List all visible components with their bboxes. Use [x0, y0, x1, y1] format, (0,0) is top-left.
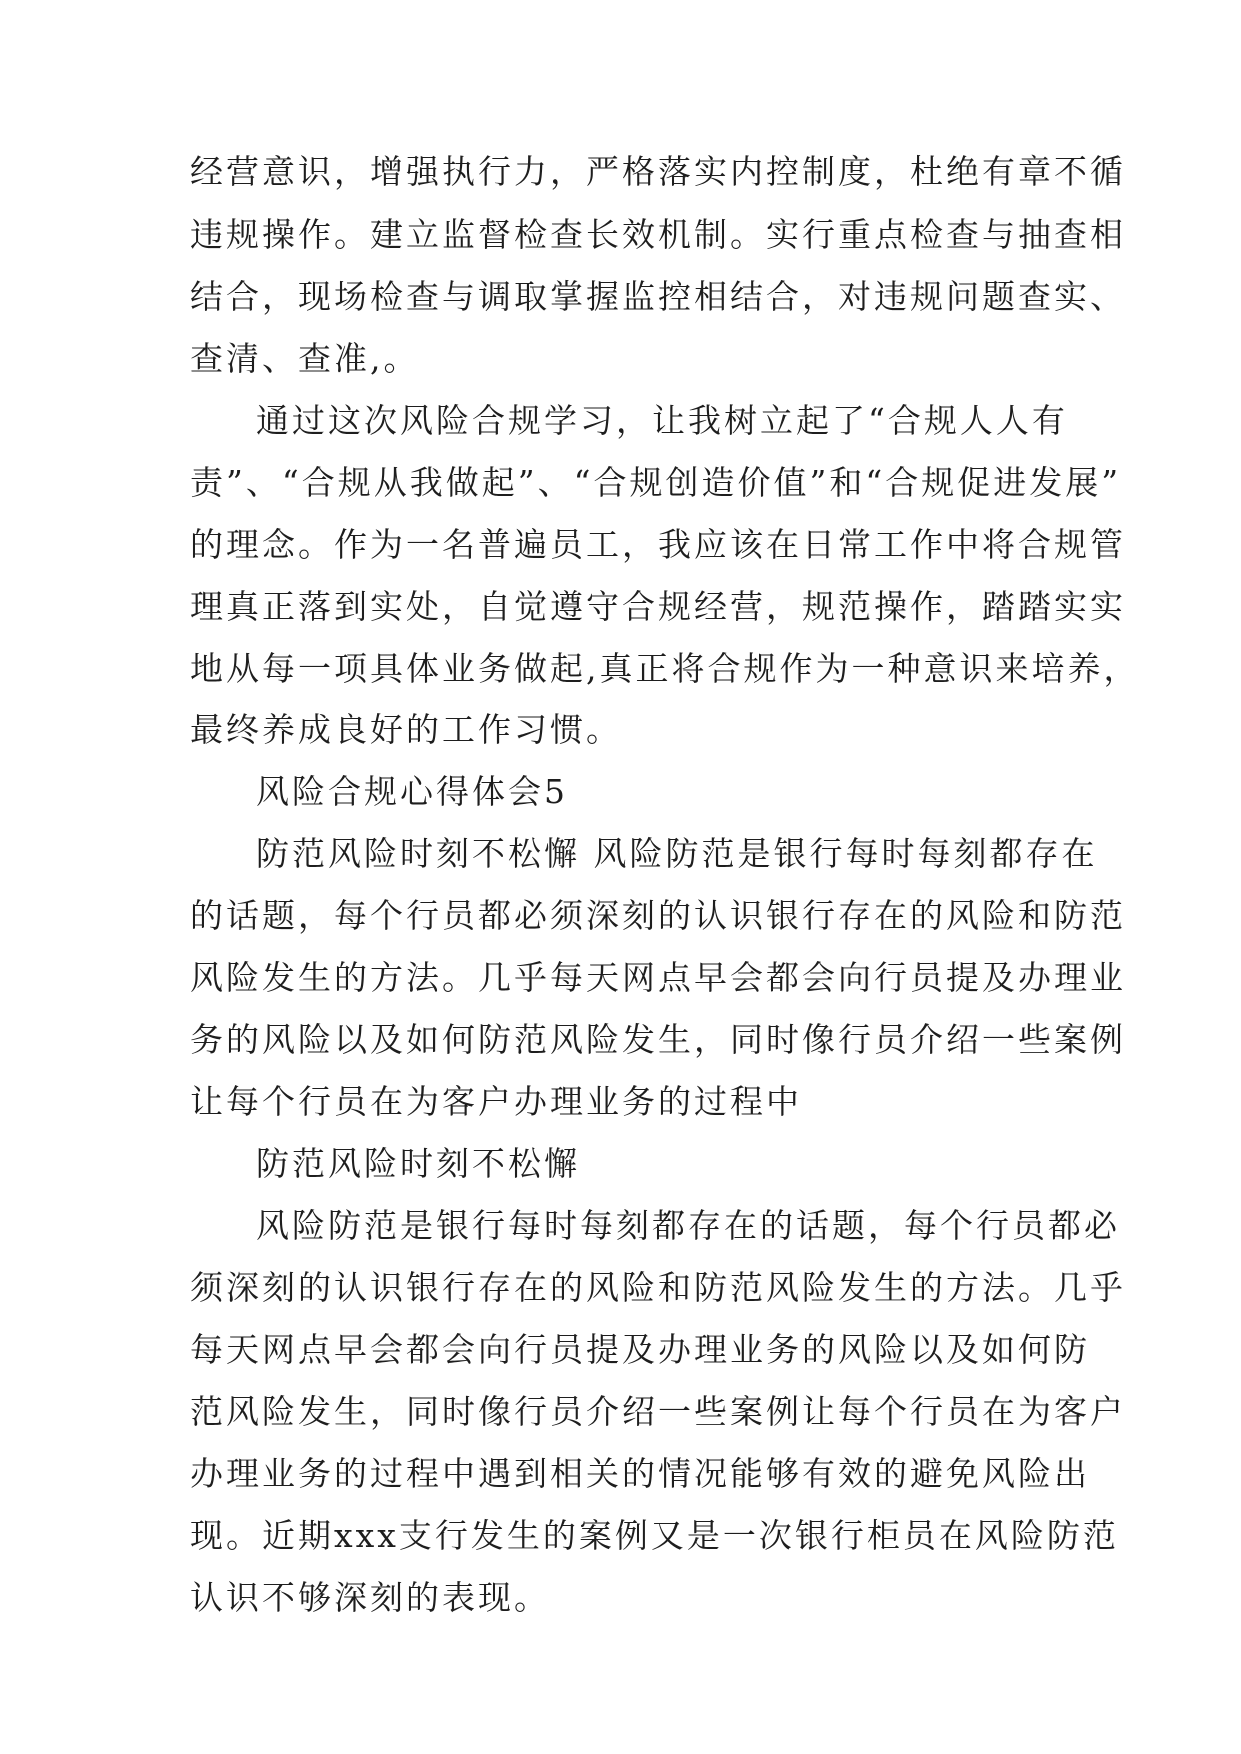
- paragraph-line: 通过这次风险合规学习，让我树立起了“合规人人有: [256, 401, 1068, 440]
- paragraph-line: 让每个行员在为客户办理业务的过程中: [190, 1082, 802, 1121]
- paragraph-line: 结合，现场检查与调取掌握监控相结合，对违规问题查实、: [190, 277, 1126, 316]
- paragraph-line: 责”、“合规从我做起”、“合规创造价值”和“合规促进发展”: [190, 463, 1122, 502]
- paragraph-line: 须深刻的认识银行存在的风险和防范风险发生的方法。几乎: [190, 1268, 1126, 1307]
- paragraph-line: 的理念。作为一名普遍员工，我应该在日常工作中将合规管: [190, 525, 1126, 564]
- section-heading: 风险合规心得体会5: [256, 772, 568, 811]
- paragraph-line: 最终养成良好的工作习惯。: [190, 710, 622, 749]
- paragraph-line: 防范风险时刻不松懈 风险防范是银行每时每刻都存在: [256, 834, 1098, 873]
- paragraph-line: 查清、查准,。: [190, 339, 420, 378]
- subheading: 防范风险时刻不松懈: [256, 1144, 580, 1183]
- paragraph-line: 风险防范是银行每时每刻都存在的话题，每个行员都必: [256, 1206, 1120, 1245]
- paragraph-line: 每天网点早会都会向行员提及办理业务的风险以及如何防: [190, 1330, 1090, 1369]
- paragraph-line: 现。近期xxx支行发生的案例又是一次银行柜员在风险防范: [190, 1516, 1119, 1555]
- paragraph-line: 范风险发生，同时像行员介绍一些案例让每个行员在为客户: [190, 1392, 1126, 1431]
- paragraph-line: 务的风险以及如何防范风险发生，同时像行员介绍一些案例: [190, 1020, 1126, 1059]
- paragraph-line: 办理业务的过程中遇到相关的情况能够有效的避免风险出: [190, 1454, 1090, 1493]
- paragraph-line: 经营意识，增强执行力，严格落实内控制度，杜绝有章不循: [190, 152, 1126, 191]
- paragraph-line: 的话题，每个行员都必须深刻的认识银行存在的风险和防范: [190, 896, 1126, 935]
- paragraph-line: 违规操作。建立监督检查长效机制。实行重点检查与抽查相: [190, 215, 1126, 254]
- paragraph-line: 地从每一项具体业务做起,真正将合规作为一种意识来培养，: [190, 649, 1140, 688]
- paragraph-line: 理真正落到实处，自觉遵守合规经营，规范操作，踏踏实实: [190, 587, 1126, 626]
- paragraph-line: 风险发生的方法。几乎每天网点早会都会向行员提及办理业: [190, 958, 1126, 997]
- paragraph-line: 认识不够深刻的表现。: [190, 1578, 550, 1617]
